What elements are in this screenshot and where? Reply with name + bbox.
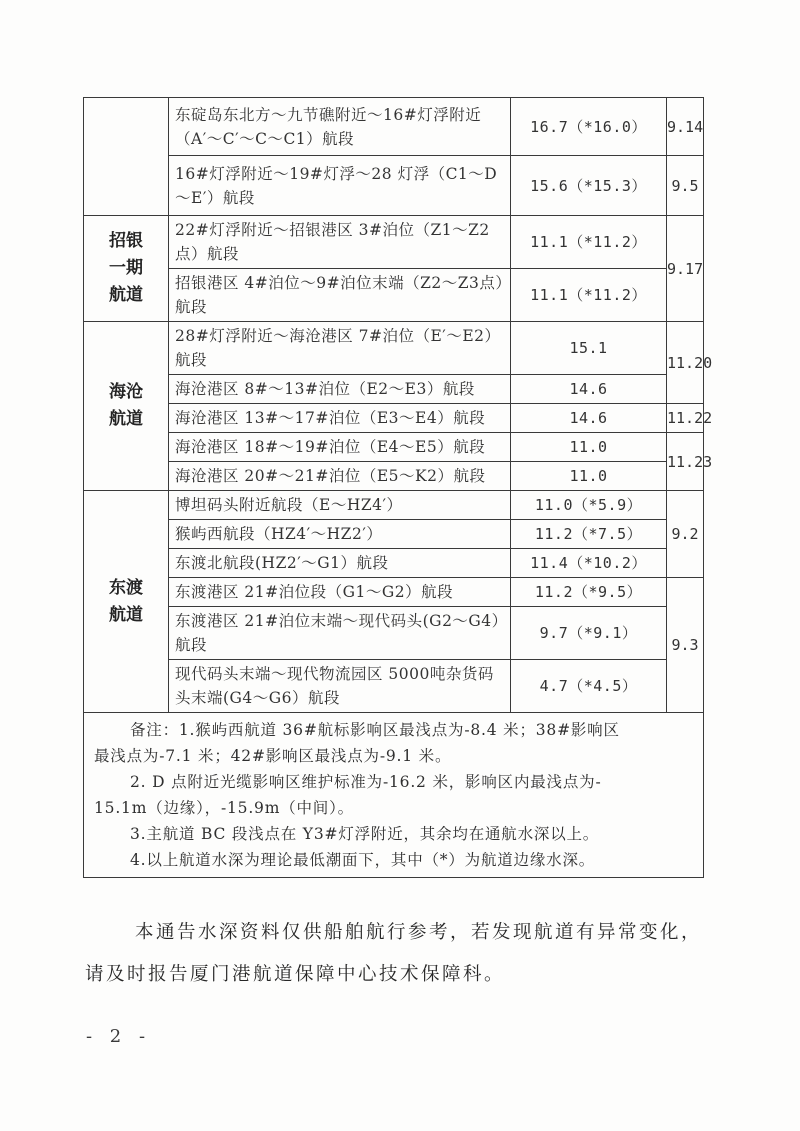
notes-cell — [84, 713, 704, 878]
group-name-line: 航道 — [109, 604, 143, 625]
section-cell: 现代码头末端～现代物流园区 5000吨杂货码头末端(G4～G6）航段 — [169, 660, 511, 713]
depth-cell: 4.7（*4.5） — [511, 660, 667, 713]
depth-cell: 15.6（*15.3） — [511, 156, 667, 216]
section-cell: 东碇岛东北方～九节礁附近～16#灯浮附近（A′～C′～C～C1）航段 — [169, 98, 511, 156]
table-row — [84, 607, 704, 660]
group-name-line: 招银 — [109, 231, 143, 251]
table-row — [84, 322, 704, 375]
note-line: 4.以上航道水深为理论最低潮面下，其中（*）为航道边缘水深。 — [130, 851, 596, 869]
table-row — [84, 98, 704, 156]
depth-cell: 11.0 — [511, 433, 667, 462]
date-cell: 9.5 — [667, 156, 704, 216]
section-cell: 东渡港区 21#泊位末端～现代码头(G2～G4）航段 — [169, 607, 511, 660]
date-cell: 9.14 — [667, 98, 704, 156]
depth-cell: 11.1（*11.2） — [511, 269, 667, 322]
table-row — [84, 578, 704, 607]
depth-cell: 11.0（*5.9） — [511, 491, 667, 520]
table-row — [84, 549, 704, 578]
date-cell: 9.17 — [667, 216, 704, 322]
group-name-cell — [84, 216, 169, 322]
depth-cell: 11.1（*11.2） — [511, 216, 667, 269]
depth-cell: 9.7（*9.1） — [511, 607, 667, 660]
group-name-cell — [84, 322, 169, 491]
group-name-cell — [84, 491, 169, 713]
closing-text: 本通告水深资料仅供船舶航行参考，若发现航道有异常变化，请及时报告厦门港航道保障中心技术保障科。 — [85, 922, 703, 985]
table-row — [84, 462, 704, 491]
section-cell: 海沧港区 20#～21#泊位（E5～K2）航段 — [169, 462, 511, 491]
table-row — [84, 216, 704, 269]
page-number: - 2 - — [86, 1026, 152, 1047]
note-line: 15.1m（边缘），-15.9m（中间）。 — [94, 799, 354, 817]
date-cell: 11.20 — [667, 322, 704, 404]
section-cell: 海沧港区 8#～13#泊位（E2～E3）航段 — [169, 375, 511, 404]
group-name-line: 航道 — [109, 409, 143, 429]
depth-cell: 11.4（*10.2） — [511, 549, 667, 578]
note-line: 最浅点为-7.1 米；42#影响区最浅点为-9.1 米。 — [94, 747, 452, 765]
closing-paragraph — [85, 912, 717, 996]
depth-cell: 11.2（*9.5） — [511, 578, 667, 607]
depth-cell: 16.7（*16.0） — [511, 98, 667, 156]
table-row — [84, 433, 704, 462]
section-cell: 猴屿西航段（HZ4′～HZ2′） — [169, 520, 511, 549]
note-line: 备注：1.猴屿西航道 36#航标影响区最浅点为-8.4 米；38#影响区 — [130, 721, 620, 739]
notes-row — [84, 713, 704, 878]
depth-cell: 14.6 — [511, 404, 667, 433]
date-cell: 11.23 — [667, 433, 704, 491]
date-cell: 9.3 — [667, 578, 704, 713]
depth-cell: 11.2（*7.5） — [511, 520, 667, 549]
section-cell: 东渡港区 21#泊位段（G1～G2）航段 — [169, 578, 511, 607]
date-cell: 9.2 — [667, 491, 704, 578]
table-row — [84, 375, 704, 404]
table-row — [84, 156, 704, 216]
section-cell: 招银港区 4#泊位～9#泊位末端（Z2～Z3点）航段 — [169, 269, 511, 322]
table-row — [84, 404, 704, 433]
group-name-line: 航道 — [109, 285, 143, 305]
group-name-line: 一期 — [109, 258, 143, 278]
date-cell: 11.22 — [667, 404, 704, 433]
table-row — [84, 269, 704, 322]
section-cell: 东渡北航段(HZ2′～G1）航段 — [169, 549, 511, 578]
depth-cell: 11.0 — [511, 462, 667, 491]
note-line: 3.主航道 BC 段浅点在 Y3#灯浮附近，其余均在通航水深以上。 — [130, 825, 600, 843]
note-line: 2. D 点附近光缆影响区维护标准为-16.2 米，影响区内最浅点为- — [130, 773, 602, 791]
section-cell: 博坦码头附近航段（E～HZ4′） — [169, 491, 511, 520]
depth-cell: 15.1 — [511, 322, 667, 375]
depth-cell: 14.6 — [511, 375, 667, 404]
group-name-line: 海沧 — [109, 382, 143, 402]
group-name-cell — [84, 98, 169, 216]
table-row — [84, 520, 704, 549]
section-cell: 16#灯浮附近～19#灯浮～28 灯浮（C1～D～E′）航段 — [169, 156, 511, 216]
table-row — [84, 660, 704, 713]
channel-depth-table — [83, 97, 713, 878]
section-cell: 22#灯浮附近～招银港区 3#泊位（Z1～Z2点）航段 — [169, 216, 511, 269]
section-cell: 海沧港区 13#～17#泊位（E3～E4）航段 — [169, 404, 511, 433]
group-name-line: 东渡 — [109, 577, 143, 598]
table-row — [84, 491, 704, 520]
section-cell: 海沧港区 18#～19#泊位（E4～E5）航段 — [169, 433, 511, 462]
section-cell: 28#灯浮附近～海沧港区 7#泊位（E′～E2）航段 — [169, 322, 511, 375]
